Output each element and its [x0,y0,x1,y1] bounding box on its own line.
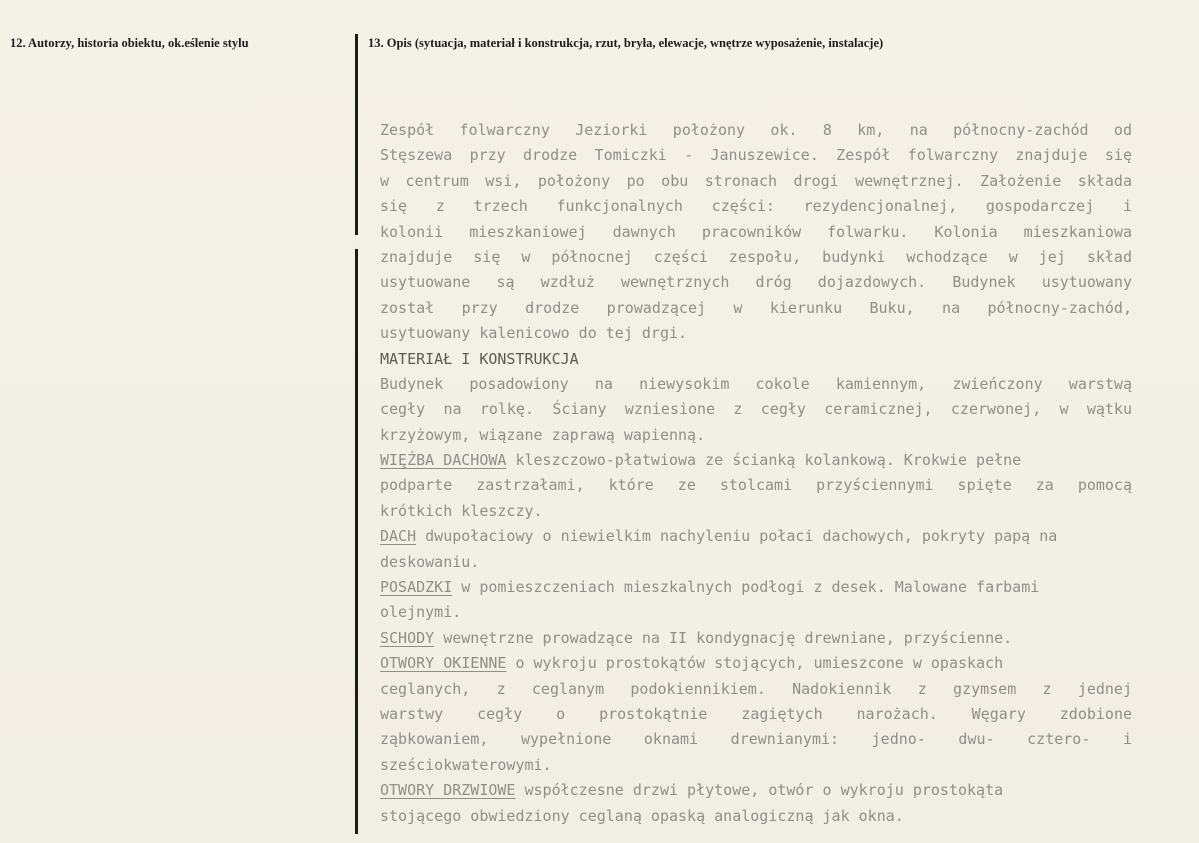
text-line: został przy drodze prowadzącej w kierunku Buku, na północny-zachód, [380,298,1132,317]
description-text [380,118,1132,829]
text-line [380,778,1132,803]
text-line: w centrum wsi, położony po obu stronach drogi wewnętrznej. Założenie składa [380,171,1132,190]
text-line: krzyżowym, wiązane zaprawą wapienną. [380,425,706,444]
text-span: współczesne drzwi płytowe, otwór o wykroju prostokąta [515,781,1004,800]
section-13-header: 13. Opis (sytuacja, materiał i konstrukcja, rzut, bryła, elewacje, wnętrze wyposażenie, instalacje) [368,36,884,50]
text-line: się z trzech funkcjonalnych części: rezydencjonalnej, gospodarczej i [380,197,1132,216]
text-line [380,575,1132,600]
section-heading: MATERIAŁ I KONSTRUKCJA [380,349,579,368]
subsection-label: DACH [380,527,417,546]
text-line: usytuowany kalenicowo do tej drgi. [380,324,688,343]
text-line [380,651,1132,676]
text-span: kleszczowo-płatwiowa ze ścianką kolankową. Krokwie pełne [506,451,1022,470]
text-line: warstwy cegły o prostokątnie zagiętych narożach. Węgary zdobione [380,704,1132,723]
text-span: dwupołaciowy o niewielkim nachyleniu połaci dachowych, pokryty papą na [416,527,1058,546]
text-line: podparte zastrzałami, które ze stolcami przyściennymi spięte za pomocą [380,476,1132,495]
divider-gap [352,235,361,249]
text-line [380,524,1132,549]
text-line: znajduje się w północnej części zespołu, budynki wchodzące w jej skład [380,247,1132,266]
text-line: krótkich kleszczy. [380,501,543,520]
text-span: wewnętrzne prowadzące na II kondygnację drewniane, przyścienne. [434,628,1013,647]
text-line: olejnymi. [380,603,462,622]
text-line: Stęszewa przy drodze Tomiczki - Januszewice. Zespół folwarczny znajduje się [380,146,1132,165]
text-line: cegły na rolkę. Ściany wzniesione z cegły ceramicznej, czerwonej, w wątku [380,400,1132,419]
text-line: ząbkowaniem, wypełnione oknami drewnianymi: jedno- dwu- cztero- i [380,730,1132,749]
text-line: ceglanych, z ceglanym podokiennikiem. Nadokiennik z gzymsem z jednej [380,679,1132,698]
text-line: kolonii mieszkaniowej dawnych pracowników folwarku. Kolonia mieszkaniowa [380,222,1132,241]
text-line: deskowaniu. [380,552,480,571]
text-span: w pomieszczeniach mieszkalnych podłogi z desek. Malowane farbami [452,578,1040,597]
text-line [380,448,1132,473]
text-span: o wykroju prostokątów stojących, umieszcone w opaskach [506,654,1004,673]
column-divider [355,34,358,834]
subsection-label: OTWORY OKIENNE [380,654,507,673]
subsection-label: WIĘŹBA DACHOWA [380,451,507,470]
subsection-label: SCHODY [380,628,435,647]
text-line [380,626,1132,651]
text-line: Budynek posadowiony na niewysokim cokole kamiennym, zwieńczony warstwą [380,374,1132,393]
text-line: usytuowane są wzdłuż wewnętrznych dróg dojazdowych. Budynek usytuowany [380,273,1132,292]
subsection-label: POSADZKI [380,578,453,597]
text-line: stojącego obwiedziony ceglaną opaską analogiczną jak okna. [380,806,904,825]
text-line: Zespół folwarczny Jeziorki położony ok. 8 km, na północny-zachód od [380,121,1132,139]
text-line: sześciokwaterowymi. [380,755,552,774]
section-12-header: 12. Autorzy, historia obiektu, ok.eślenie stylu [10,36,249,50]
subsection-label: OTWORY DRZWIOWE [380,781,516,800]
